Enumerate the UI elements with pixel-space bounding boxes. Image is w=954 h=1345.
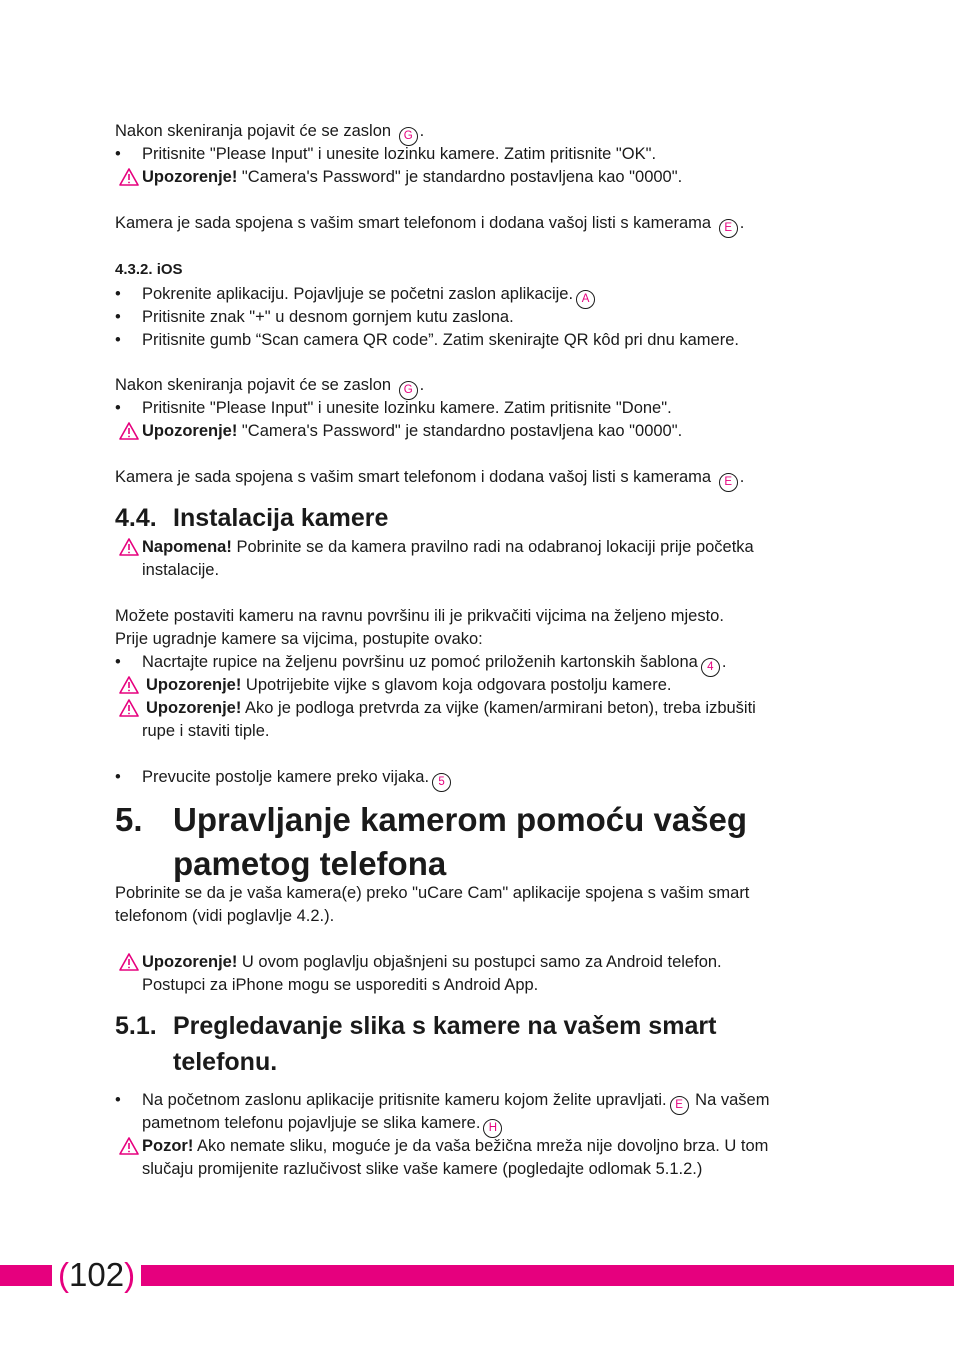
chapter-title-line2: pametog telefona — [173, 845, 447, 882]
warning-icon — [119, 538, 139, 556]
text: U ovom poglavlju objašnjeni su postupci samo za Android telefon. — [237, 953, 722, 971]
page-number — [52, 1256, 141, 1294]
text: Nakon skeniranja pojavit će se zaslon — [115, 376, 392, 394]
text: Pobrinite se da kamera pravilno radi na odabranoj lokaciji prije početka — [231, 538, 754, 556]
warning-icon — [119, 676, 139, 694]
text: . — [739, 468, 745, 486]
text: Nacrtajte rupice na željenu površinu uz pomoć priloženih kartonskih šablona — [142, 653, 698, 671]
bullet-marker: • — [115, 768, 121, 786]
section-number: 4.4. — [115, 504, 157, 532]
warning-icon — [119, 422, 139, 440]
text: Ako nemate sliku, moguće je da vaša bežična mreža nije dovoljno brza. U tom — [193, 1137, 769, 1155]
section-heading-cont: telefonu. — [173, 1048, 278, 1076]
text: Pokrenite aplikaciju. Pojavljuje se početni zaslon aplikacije. — [142, 285, 574, 303]
warning-text-cont: Postupci za iPhone mogu se usporediti s Android App. — [142, 976, 539, 994]
warning-icon — [119, 1137, 139, 1155]
paragraph — [115, 466, 744, 492]
list-item: Pritisnite "Please Input" i unesite lozinku kamere. Zatim pritisnite "OK". — [142, 145, 657, 163]
footer-bar — [0, 1265, 954, 1286]
paragraph: telefonom (vidi poglavlje 4.2.). — [115, 907, 335, 925]
text: . — [419, 122, 425, 140]
paragraph: Pobrinite se da je vaša kamera(e) preko "uCare Cam" aplikacije spojena s vašim smart — [115, 884, 750, 902]
paragraph — [115, 212, 744, 238]
bracket-left-icon: ( — [58, 1256, 69, 1293]
paragraph: Možete postaviti kameru na ravnu površinu ili je prikvačiti vijcima na željeno mjesto. — [115, 607, 724, 625]
bullet-marker: • — [115, 285, 121, 303]
text: Nakon skeniranja pojavit će se zaslon — [115, 122, 392, 140]
screen-ref-badge: H — [483, 1119, 502, 1138]
subsection-heading: 4.3.2. iOS — [115, 261, 183, 278]
warning-icon — [119, 699, 139, 717]
bullet-marker: • — [115, 331, 121, 349]
text: . — [419, 376, 425, 394]
warning-text — [146, 697, 756, 720]
warning-text — [142, 951, 722, 974]
bullet-marker: • — [115, 653, 121, 671]
warning-text — [146, 674, 671, 697]
text: "Camera's Password" je standardno postavljena kao "0000". — [237, 422, 683, 440]
warning-text — [142, 420, 682, 443]
list-item: Pritisnite gumb “Scan camera QR code”. Zatim skenirajte QR kôd pri dnu kamere. — [142, 331, 739, 349]
figure-ref-badge: 4 — [701, 658, 720, 677]
text: pametnom telefonu pojavljuje se slika kamere. — [142, 1114, 481, 1132]
bracket-right-icon: ) — [124, 1256, 136, 1293]
text: Kamera je sada spojena s vašim smart telefonom i dodana vašoj listi s kamerama — [115, 468, 712, 486]
list-item — [142, 766, 453, 792]
section-title: Pregledavanje slika s kamere na vašem smart — [173, 1012, 717, 1040]
bullet-marker: • — [115, 145, 121, 163]
text: Na početnom zaslonu aplikacije pritisnite kameru kojom želite upravljati. — [142, 1091, 667, 1109]
text: Upotrijebite vijke s glavom koja odgovara postolju kamere. — [241, 676, 672, 694]
text: "Camera's Password" je standardno postavljena kao "0000". — [237, 168, 683, 186]
screen-ref-badge: A — [576, 290, 595, 309]
warning-text — [142, 1135, 768, 1158]
bullet-marker: • — [115, 308, 121, 326]
warning-text — [142, 166, 682, 189]
note-text — [142, 536, 754, 559]
warning-icon — [119, 953, 139, 971]
section-title: Instalacija kamere — [173, 504, 389, 532]
screen-ref-badge: G — [399, 127, 418, 146]
section-heading — [115, 1012, 716, 1041]
warning-label: Upozorenje! — [142, 953, 238, 971]
text: . — [739, 214, 745, 232]
text: Na vašem — [690, 1091, 770, 1109]
warning-icon — [119, 168, 139, 186]
chapter-title-line1: Upravljanje kamerom pomoću vašeg — [173, 801, 748, 838]
bullet-marker: • — [115, 1091, 121, 1109]
note-label: Napomena! — [142, 538, 232, 556]
screen-ref-badge: E — [670, 1096, 689, 1115]
warning-text-cont: rupe i staviti tiple. — [142, 722, 270, 740]
section-heading — [115, 504, 388, 533]
screen-ref-badge: E — [719, 473, 738, 492]
page-number-value: 102 — [69, 1256, 125, 1293]
warning-label: Upozorenje! — [142, 422, 238, 440]
warning-label: Upozorenje! — [146, 676, 242, 694]
warning-label: Pozor! — [142, 1137, 194, 1155]
text: . — [721, 653, 727, 671]
list-item: Pritisnite znak "+" u desnom gornjem kutu zaslona. — [142, 308, 514, 326]
text: Ako je podloga pretvrda za vijke (kamen/armirani beton), treba izbušiti — [241, 699, 756, 717]
bullet-marker: • — [115, 399, 121, 417]
note-text-cont: instalacije. — [142, 561, 220, 579]
text: Kamera je sada spojena s vašim smart telefonom i dodana vašoj listi s kamerama — [115, 214, 712, 232]
warning-label: Upozorenje! — [142, 168, 238, 186]
figure-ref-badge: 5 — [432, 773, 451, 792]
warning-label: Upozorenje! — [146, 699, 242, 717]
chapter-number: 5. — [115, 801, 143, 838]
text: Prevucite postolje kamere preko vijaka. — [142, 768, 430, 786]
warning-text-cont: slučaju promijenite razlučivost slike vaše kamere (pogledajte odlomak 5.1.2.) — [142, 1160, 703, 1178]
list-item: Pritisnite "Please Input" i unesite lozinku kamere. Zatim pritisnite "Done". — [142, 399, 672, 417]
screen-ref-badge: G — [399, 381, 418, 400]
screen-ref-badge: E — [719, 219, 738, 238]
section-number: 5.1. — [115, 1012, 157, 1040]
paragraph: Prije ugradnje kamere sa vijcima, postupite ovako: — [115, 630, 483, 648]
